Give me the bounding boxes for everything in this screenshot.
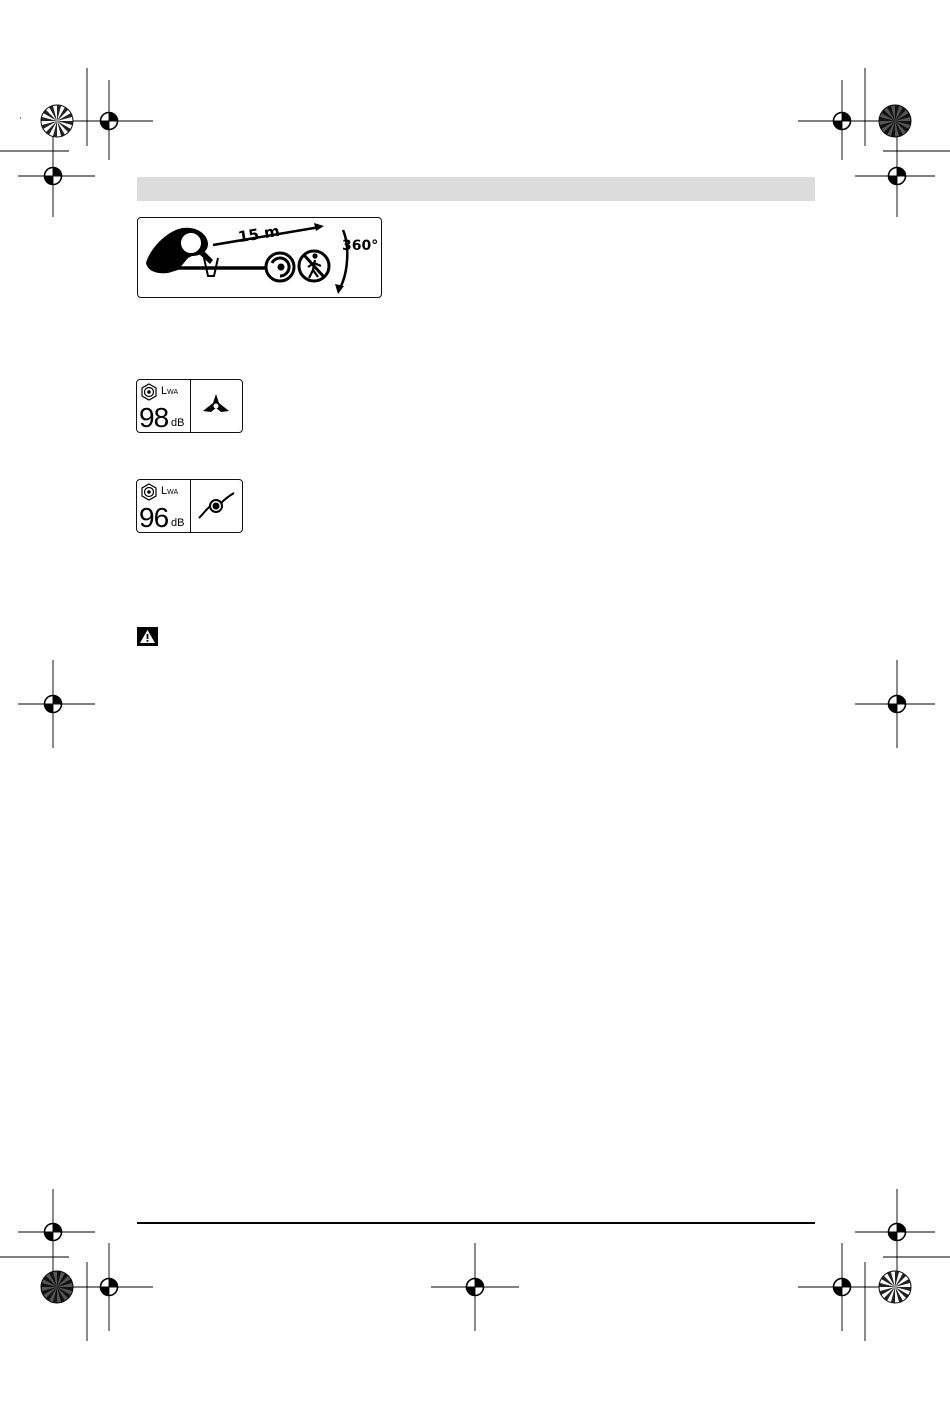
hearing-protection-icon bbox=[140, 383, 158, 401]
safety-distance-pictogram bbox=[137, 217, 382, 298]
distance-label: 15 m bbox=[236, 221, 281, 247]
hearing-protection-icon bbox=[140, 483, 158, 501]
blade-icon bbox=[201, 391, 231, 421]
divider bbox=[190, 480, 191, 532]
noise-label-2 bbox=[136, 479, 243, 533]
footer-rule bbox=[137, 1222, 815, 1224]
no-bystanders-icon bbox=[299, 251, 329, 281]
measure-label: LWA bbox=[161, 485, 179, 497]
star-target-mark bbox=[879, 1271, 911, 1303]
measure-label: LWA bbox=[161, 385, 179, 397]
header-bar bbox=[137, 177, 815, 201]
noise-unit: dB bbox=[171, 417, 185, 429]
noise-value: 98 bbox=[139, 402, 169, 433]
star-target-mark bbox=[879, 105, 911, 137]
star-target-mark bbox=[41, 1271, 73, 1303]
rotation-label: 360° bbox=[342, 238, 379, 254]
noise-label-1 bbox=[136, 379, 243, 433]
line-spool-icon bbox=[196, 491, 236, 521]
warning-triangle-icon bbox=[137, 627, 158, 646]
divider bbox=[190, 380, 191, 432]
noise-unit: dB bbox=[171, 517, 185, 529]
noise-value: 96 bbox=[139, 502, 169, 533]
star-target-mark bbox=[41, 105, 73, 137]
